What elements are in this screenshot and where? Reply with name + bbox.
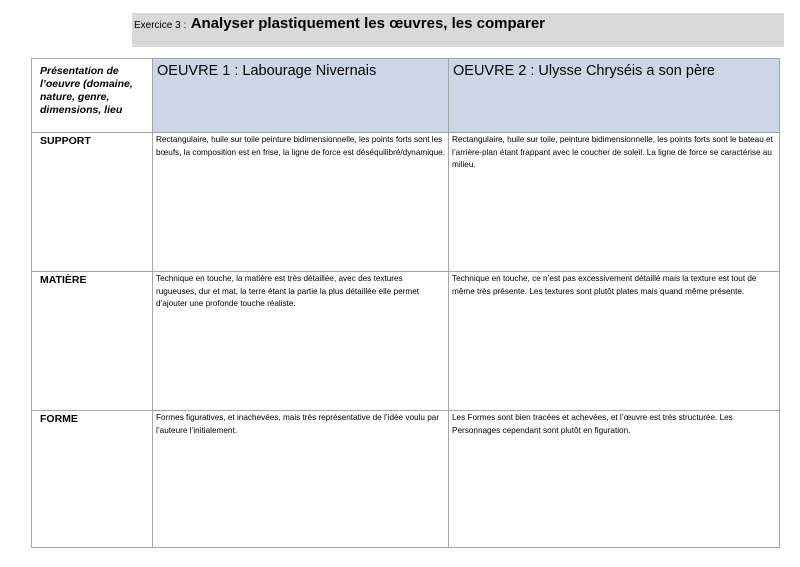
exercise-title: Analyser plastiquement les œuvres, les comparer <box>190 15 546 32</box>
exercise-heading <box>134 15 545 33</box>
table-row-forme <box>32 411 780 548</box>
table-row-support <box>32 133 780 272</box>
oeuvre1-title: OEUVRE 1 : Labourage Nivernais <box>153 59 449 133</box>
row-label-support: SUPPORT <box>32 133 153 272</box>
exercise-number: Exercice 3 : <box>134 20 187 31</box>
analysis-table <box>31 58 780 548</box>
row-label-matiere: MATIÈRE <box>32 272 153 411</box>
forme-oeuvre2-text: Les Formes sont bien tracées et achevées, et l’œuvre est très structurée. Les Personnages cependant sont plutôt en figuration. <box>449 411 780 548</box>
table-header-row <box>32 59 780 133</box>
support-oeuvre2-text: Rectangulaire, huile sur toile, peinture bidimensionnelle, les points forts sont le bateau et l’arrière-plan étant frappant avec le coucher de soleil. La ligne de force se caractérise au milieu. <box>449 133 780 272</box>
support-oeuvre1-text: Rectangulaire, huile sur toile peinture bidimensionnelle, les points forts sont les bœufs, la composition est en frise, la ligne de force est déséquilibré/dynamique. <box>153 133 449 272</box>
intro-label: Présentation de l’oeuvre (domaine, nature, genre, dimensions, lieu <box>32 59 153 133</box>
oeuvre2-title: OEUVRE 2 : Ulysse Chryséis a son père <box>449 59 780 133</box>
row-label-forme: FORME <box>32 411 153 548</box>
matiere-oeuvre1-text: Technique en touche, la matière est très détaillée, avec des textures rugueuses, dur et mat, la terre étant la partie la plus détaillée elle permet d’ajouter une profonde touche réaliste. <box>153 272 449 411</box>
matiere-oeuvre2-text: Technique en touche, ce n’est pas excessivement détaillé mais la texture est tout de même très présente. Les textures sont plutôt plates mais quand même présente. <box>449 272 780 411</box>
forme-oeuvre1-text: Formes figuratives, et inachevées, mais très représentative de l’idée voulu par l’auteure l’initialement. <box>153 411 449 548</box>
exercise-header <box>132 13 784 47</box>
table-row-matiere <box>32 272 780 411</box>
